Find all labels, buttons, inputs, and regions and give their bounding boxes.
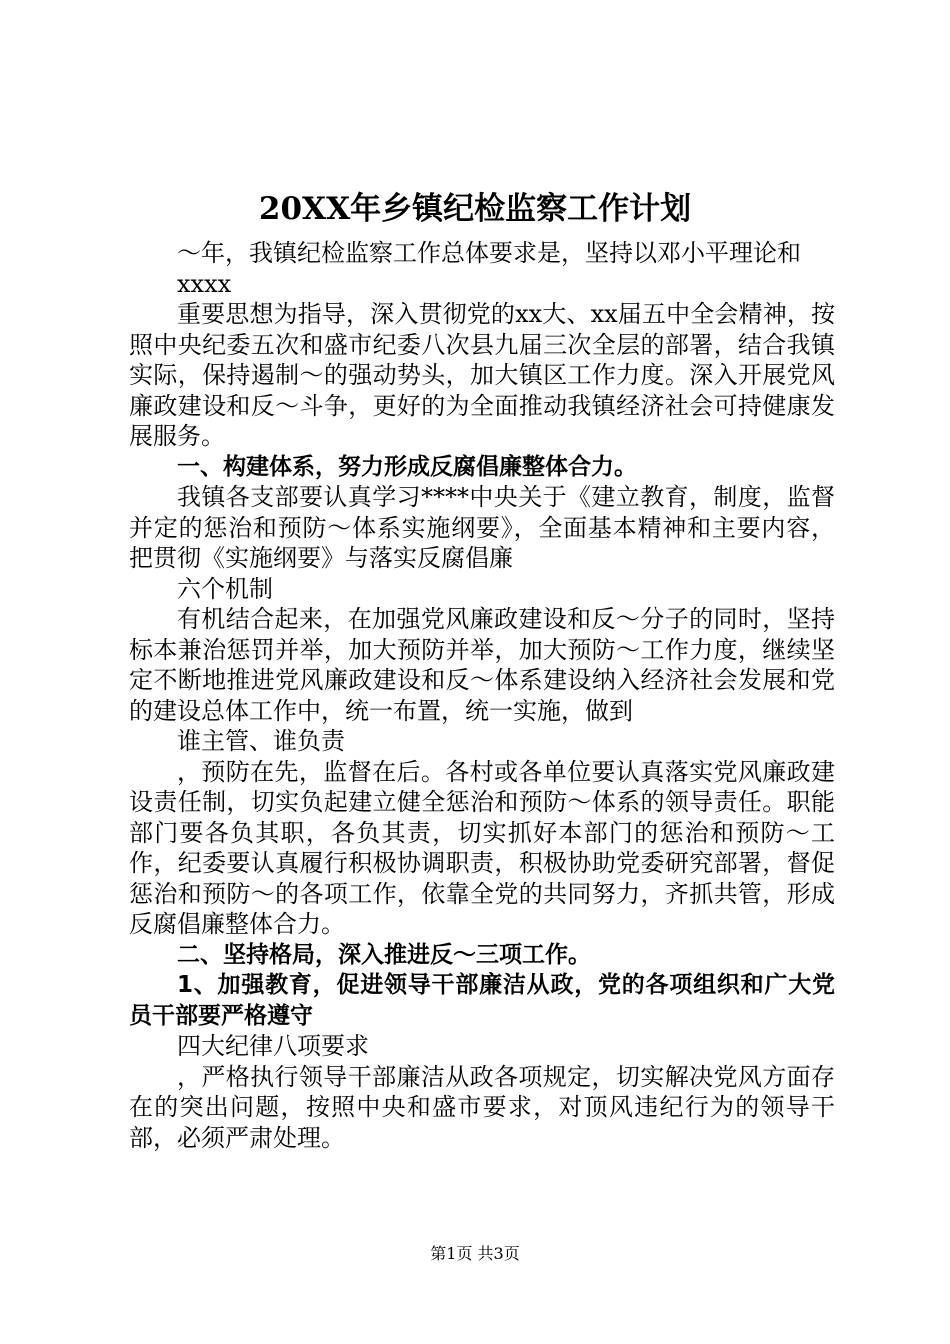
paragraph: xxxx: [177, 269, 232, 298]
paragraph: ，严格执行领导干部廉洁从政各项规定，切实解决党风方面存在的突出问题，按照中央和盛市要求，对顶风违纪行为的领导干部，必须严肃处理。: [129, 1062, 835, 1152]
paragraph: 我镇各支部要认真学习****中央关于《建立教育，制度，监督并定的惩治和预防～体系实施纲要》，全面基本精神和主要内容，把贯彻《实施纲要》与落实反腐倡廉: [129, 483, 835, 572]
paragraph: 四大纪律八项要求: [177, 1032, 369, 1060]
paragraph: ～年，我镇纪检监察工作总体要求是，坚持以邓小平理论和: [177, 239, 801, 267]
document-body: [129, 238, 835, 1153]
paragraph: ，预防在先，监督在后。各村或各单位要认真落实党风廉政建设责任制，切实负起建立健全惩治和预防～体系的领导责任。职能部门要各负其职，各负其责，切实抓好本部门的惩治和预防～工作，纪委要认真履行积极协调职责，积极协助党委研究部署，督促惩治和预防～的各项工作，依靠全党的共同努力，齐抓共管，形成反腐倡廉整体合力。: [129, 757, 835, 938]
section-heading: 一、构建体系，努力形成反腐倡廉整体合力。: [177, 453, 637, 480]
section-heading: 二、坚持格局，深入推进反～三项工作。: [177, 941, 591, 968]
document-title: 20XX年乡镇纪检监察工作计划: [258, 191, 692, 227]
paragraph: 重要思想为指导，深入贯彻党的xx大、xx届五中全会精神，按照中央纪委五次和盛市纪委八次县九届三次全层的部署，结合我镇实际，保持遏制～的强动势头，加大镇区工作力度。深入开展党风廉政建设和反～斗争，更好的为全面推动我镇经济社会可持健康发展服务。: [129, 300, 835, 450]
paragraph: 有机结合起来，在加强党风廉政建设和反～分子的同时，坚持标本兼治惩罚并举，加大预防并举，加大预防～工作力度，继续坚定不断地推进党风廉政建设和反～体系建设纳入经济社会发展和党的建设总体工作中，统一布置，统一实施，做到: [129, 605, 835, 725]
page-footer: 第1页 共3页: [430, 1244, 520, 1263]
paragraph: 六个机制: [177, 574, 273, 603]
subsection-heading: 1、加强教育，促进领导干部廉洁从政，党的各项组织和广大党员干部要严格遵守: [129, 972, 835, 1029]
paragraph: 谁主管、谁负责: [177, 727, 345, 755]
